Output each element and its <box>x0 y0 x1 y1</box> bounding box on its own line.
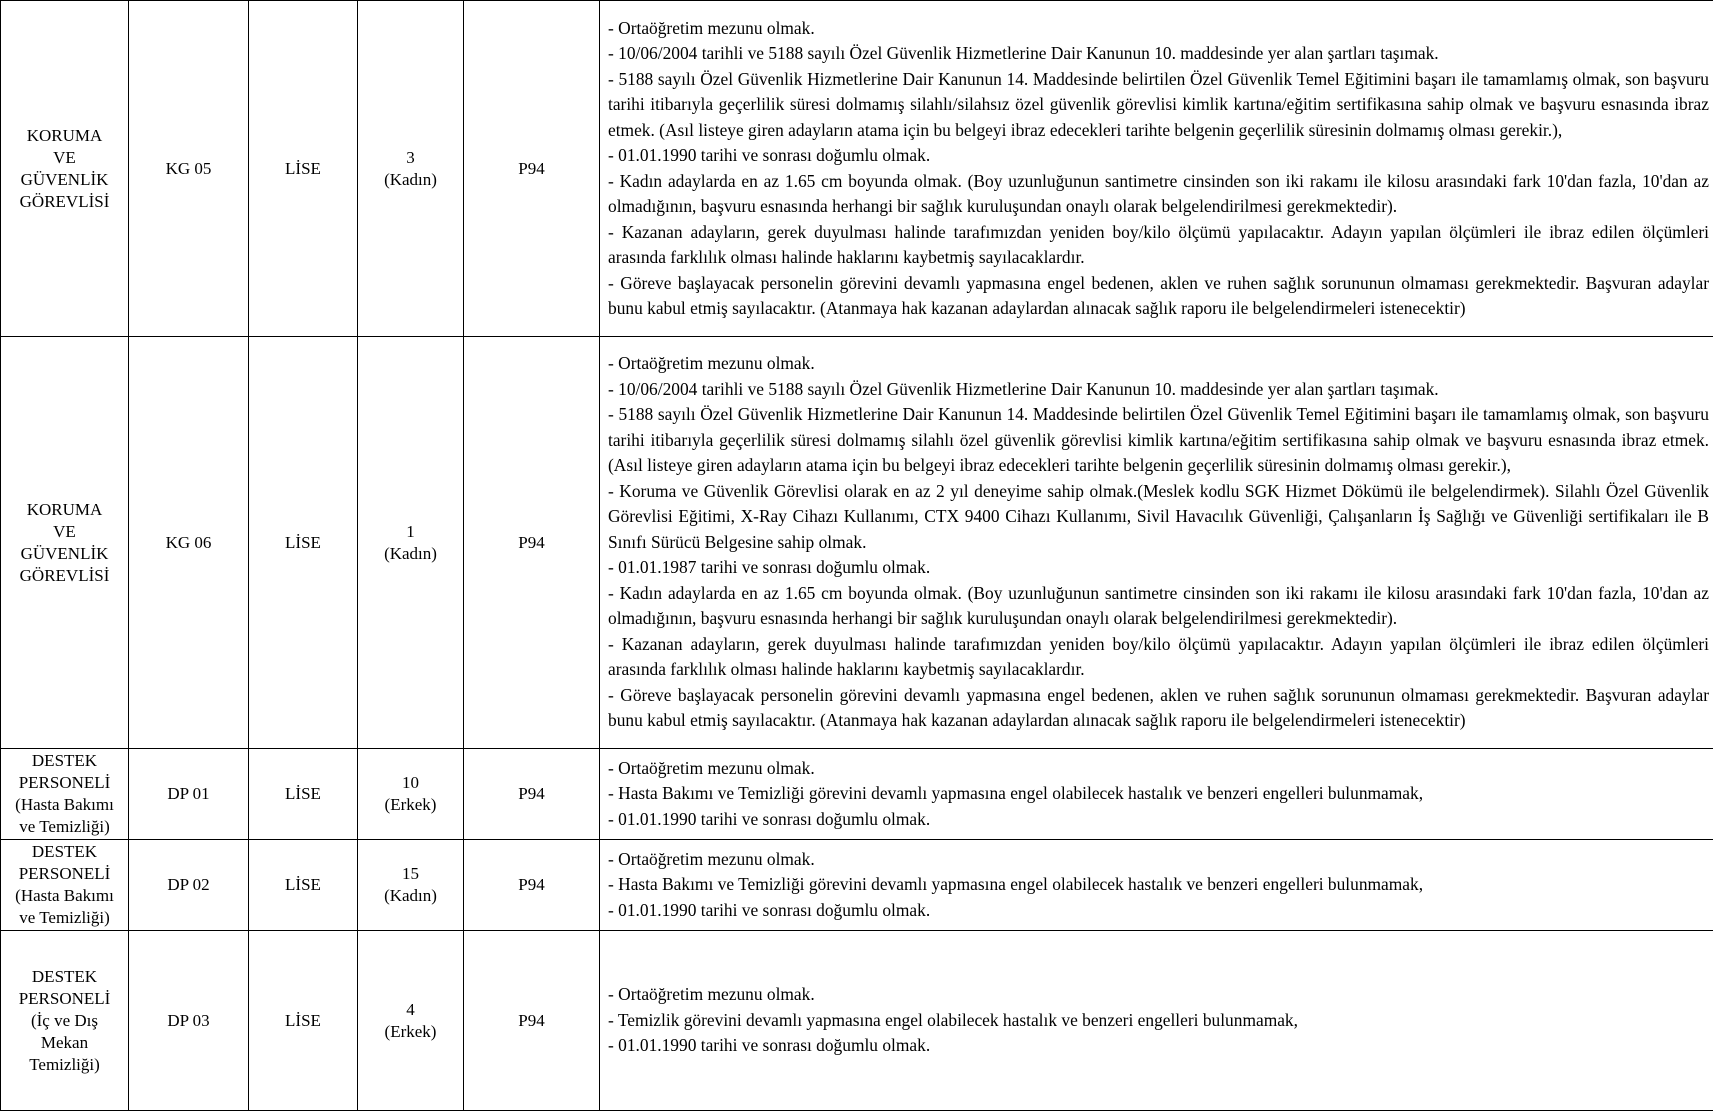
position-title-line: PERSONELİ <box>1 988 128 1010</box>
position-title-line: DESTEK <box>1 841 128 863</box>
table-row <box>1 931 1713 1111</box>
requirement-item: - 01.01.1990 tarihi ve sonrası doğumlu olmak. <box>608 1033 1709 1059</box>
position-count-cell <box>358 337 464 749</box>
requirement-item: - 01.01.1990 tarihi ve sonrası doğumlu olmak. <box>608 143 1709 169</box>
requirement-item: - 5188 sayılı Özel Güvenlik Hizmetlerine Dair Kanunun 14. Maddesinde belirtilen Özel Güvenlik Temel Eğitimini başarı ile tamamlamış olmak, son başvuru tarihi itibarıyla geçerlilik süresi dolmamış silahlı/silahsız özel güvenlik görevlisi kimlik kartına/eğitim sertifikasına sahip olmak ve başvuru esnasında ibraz etmek. (Asıl listeye giren adayların atama için bu belgeyi ibraz edecekleri tarihte belgenin geçerlilik süresinin dolmamış olması gerekir.), <box>608 67 1709 144</box>
table-row <box>1 749 1713 840</box>
education-level-cell: LİSE <box>249 840 358 931</box>
requirement-item: - 5188 sayılı Özel Güvenlik Hizmetlerine Dair Kanunun 14. Maddesinde belirtilen Özel Güvenlik Temel Eğitimini başarı ile tamamlamış olmak, son başvuru tarihi itibarıyla geçerlilik süresi dolmamış silahlı özel güvenlik görevlisi kimlik kartına/eğitim sertifikasına sahip olmak ve başvuru esnasında ibraz etmek. (Asıl listeye giren adayların atama için bu belgeyi ibraz edecekleri tarihte belgenin geçerlilik süresinin dolmamış olması gerekir.), <box>608 402 1709 479</box>
position-title-line: Mekan <box>1 1032 128 1054</box>
position-title-line: ve Temizliği) <box>1 907 128 929</box>
position-title-cell <box>1 749 129 840</box>
position-code-cell: DP 02 <box>129 840 249 931</box>
education-level-cell: LİSE <box>249 1 358 337</box>
requirements-cell <box>600 337 1713 749</box>
position-count: 3 <box>358 147 463 169</box>
table-row <box>1 840 1713 931</box>
kpss-score-type-cell: P94 <box>464 749 600 840</box>
position-count: 10 <box>358 772 463 794</box>
position-title-cell <box>1 931 129 1111</box>
position-count: 15 <box>358 863 463 885</box>
requirement-item: - Ortaöğretim mezunu olmak. <box>608 982 1709 1008</box>
education-level-cell: LİSE <box>249 749 358 840</box>
requirement-item: - Temizlik görevini devamlı yapmasına engel olabilecek hastalık ve benzeri engelleri bulunmamak, <box>608 1008 1709 1034</box>
position-title-line: KORUMA <box>1 499 128 521</box>
requirement-item: - Hasta Bakımı ve Temizliği görevini devamlı yapmasına engel olabilecek hastalık ve benzeri engelleri bulunmamak, <box>608 781 1709 807</box>
table-body <box>1 1 1713 1111</box>
position-gender: (Kadın) <box>358 169 463 191</box>
position-title-cell <box>1 840 129 931</box>
position-gender: (Kadın) <box>358 543 463 565</box>
position-title-line: VE <box>1 147 128 169</box>
position-count: 1 <box>358 521 463 543</box>
kpss-score-type-cell: P94 <box>464 931 600 1111</box>
position-count-cell <box>358 931 464 1111</box>
position-code-cell: KG 06 <box>129 337 249 749</box>
position-title-line: GÜVENLİK <box>1 169 128 191</box>
position-title-line: Temizliği) <box>1 1054 128 1076</box>
education-level-cell: LİSE <box>249 337 358 749</box>
requirement-item: - Göreve başlayacak personelin görevini devamlı yapmasına engel bedenen, aklen ve ruhen sağlık sorununun olmaması gerekmektedir. Başvuran adaylar bunu kabul etmiş sayılacaktır. (Atanmaya hak kazanan adaylardan alınacak sağlık raporu ile belgelendirmeleri istenecektir) <box>608 683 1709 734</box>
position-title-line: (Hasta Bakımı <box>1 885 128 907</box>
position-title-cell <box>1 1 129 337</box>
requirements-cell <box>600 840 1713 931</box>
requirement-item: - 10/06/2004 tarihli ve 5188 sayılı Özel Güvenlik Hizmetlerine Dair Kanunun 10. maddesinde yer alan şartları taşımak. <box>608 377 1709 403</box>
table-row <box>1 1 1713 337</box>
requirement-item: - Kadın adaylarda en az 1.65 cm boyunda olmak. (Boy uzunluğunun santimetre cinsinden son iki rakamı ile kilosu arasındaki fark 10'dan fazla, 10'dan az olmadığının, başvuru esnasında herhangi bir sağlık kuruluşundan onaylı olarak belgelendirilmesi gerekmektedir). <box>608 581 1709 632</box>
kpss-score-type-cell: P94 <box>464 840 600 931</box>
position-code-cell: DP 01 <box>129 749 249 840</box>
position-gender: (Kadın) <box>358 885 463 907</box>
position-count: 4 <box>358 999 463 1021</box>
requirement-item: - Hasta Bakımı ve Temizliği görevini devamlı yapmasına engel olabilecek hastalık ve benzeri engelleri bulunmamak, <box>608 872 1709 898</box>
position-gender: (Erkek) <box>358 1021 463 1043</box>
position-title-line: DESTEK <box>1 966 128 988</box>
position-count-cell <box>358 840 464 931</box>
position-title-line: KORUMA <box>1 125 128 147</box>
requirement-item: - Ortaöğretim mezunu olmak. <box>608 847 1709 873</box>
requirement-item: - Ortaöğretim mezunu olmak. <box>608 16 1709 42</box>
position-title-cell <box>1 337 129 749</box>
requirement-item: - Ortaöğretim mezunu olmak. <box>608 351 1709 377</box>
requirements-cell <box>600 749 1713 840</box>
position-title-line: PERSONELİ <box>1 863 128 885</box>
position-title-line: (İç ve Dış <box>1 1010 128 1032</box>
position-title-line: GÜVENLİK <box>1 543 128 565</box>
position-title-line: (Hasta Bakımı <box>1 794 128 816</box>
position-title-line: DESTEK <box>1 750 128 772</box>
requirement-item: - Ortaöğretim mezunu olmak. <box>608 756 1709 782</box>
kpss-score-type-cell: P94 <box>464 1 600 337</box>
position-gender: (Erkek) <box>358 794 463 816</box>
position-title-line: GÖREVLİSİ <box>1 565 128 587</box>
requirement-item: - Kazanan adayların, gerek duyulması halinde tarafımızdan yeniden boy/kilo ölçümü yapılacaktır. Adayın yapılan ölçümleri ile ibraz edilen ölçümleri arasında farklılık olması halinde haklarını kaybetmiş sayılacaklardır. <box>608 632 1709 683</box>
position-code-cell: KG 05 <box>129 1 249 337</box>
requirements-cell <box>600 1 1713 337</box>
requirement-item: - 10/06/2004 tarihli ve 5188 sayılı Özel Güvenlik Hizmetlerine Dair Kanunun 10. maddesinde yer alan şartları taşımak. <box>608 41 1709 67</box>
requirement-item: - Kazanan adayların, gerek duyulması halinde tarafımızdan yeniden boy/kilo ölçümü yapılacaktır. Adayın yapılan ölçümleri ile ibraz edilen ölçümleri arasında farklılık olması halinde haklarını kaybetmiş sayılacaklardır. <box>608 220 1709 271</box>
requirement-item: - Koruma ve Güvenlik Görevlisi olarak en az 2 yıl deneyime sahip olmak.(Meslek kodlu SGK Hizmet Dökümü ile belgelendirmek). Silahlı Özel Güvenlik Görevlisi Eğitimi, X-Ray Cihazı Kullanımı, CTX 9400 Cihazı Kullanımı, Sivil Havacılık Güvenliği, Çalışanların İş Sağlığı ve Güvenliği sertifikaları ile B Sınıfı Sürücü Belgesine sahip olmak. <box>608 479 1709 556</box>
position-count-cell <box>358 749 464 840</box>
position-title-line: PERSONELİ <box>1 772 128 794</box>
position-title-line: ve Temizliği) <box>1 816 128 838</box>
position-count-cell <box>358 1 464 337</box>
requirements-cell <box>600 931 1713 1111</box>
kpss-score-type-cell: P94 <box>464 337 600 749</box>
position-title-line: GÖREVLİSİ <box>1 191 128 213</box>
education-level-cell: LİSE <box>249 931 358 1111</box>
position-title-line: VE <box>1 521 128 543</box>
requirement-item: - 01.01.1990 tarihi ve sonrası doğumlu olmak. <box>608 807 1709 833</box>
position-code-cell: DP 03 <box>129 931 249 1111</box>
requirement-item: - 01.01.1990 tarihi ve sonrası doğumlu olmak. <box>608 898 1709 924</box>
requirement-item: - Kadın adaylarda en az 1.65 cm boyunda olmak. (Boy uzunluğunun santimetre cinsinden son iki rakamı ile kilosu arasındaki fark 10'dan fazla, 10'dan az olmadığının, başvuru esnasında herhangi bir sağlık kuruluşundan onaylı olarak belgelendirilmesi gerekmektedir). <box>608 169 1709 220</box>
requirement-item: - 01.01.1987 tarihi ve sonrası doğumlu olmak. <box>608 555 1709 581</box>
table-row <box>1 337 1713 749</box>
requirement-item: - Göreve başlayacak personelin görevini devamlı yapmasına engel bedenen, aklen ve ruhen sağlık sorununun olmaması gerekmektedir. Başvuran adaylar bunu kabul etmiş sayılacaktır. (Atanmaya hak kazanan adaylardan alınacak sağlık raporu ile belgelendirmeleri istenecektir) <box>608 271 1709 322</box>
